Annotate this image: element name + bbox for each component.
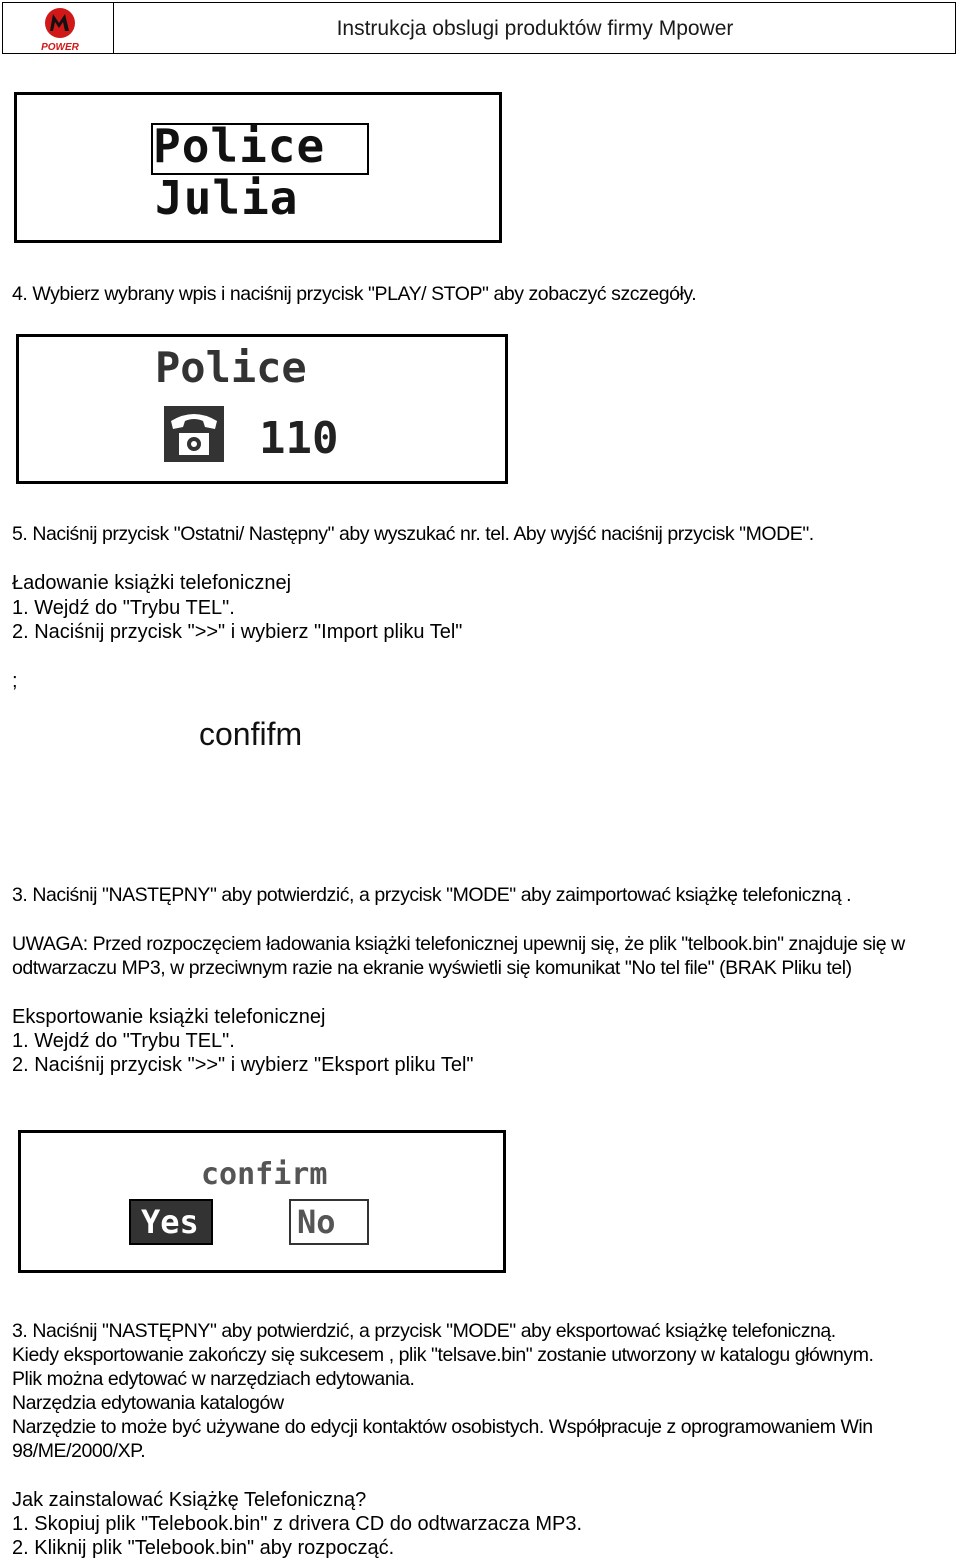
- export-heading: Eksportowanie książki telefonicznej: [12, 1006, 326, 1028]
- lcd-screen-confirm: [18, 1130, 506, 1273]
- page-header: [2, 2, 956, 54]
- export-line-b: Plik można edytować w narzędziach edytowania.: [12, 1368, 415, 1390]
- import-step-1: 1. Wejdź do "Trybu TEL".: [12, 597, 235, 619]
- export-line-a: Kiedy eksportowanie zakończy się sukcesem , plik "telsave.bin" zostanie utworzony w katalogu głównym.: [12, 1344, 874, 1366]
- install-step-1: 1. Skopiuj plik "Telebook.bin" z drivera CD do odtwarzacza MP3.: [12, 1513, 583, 1535]
- telephone-icon: [163, 405, 225, 463]
- tools-line-1: Narzędzie to może być używane do edycji kontaktów osobistych. Współpracuje z oprogramowaniem Win: [12, 1416, 873, 1438]
- tools-line-2: 98/ME/2000/XP.: [12, 1440, 146, 1462]
- lcd-yes-option: [129, 1199, 213, 1245]
- export-step-3: 3. Naciśnij "NASTĘPNY" aby potwierdzić, a przycisk "MODE" aby eksportować książkę telefoniczną.: [12, 1320, 836, 1342]
- lcd-confirm-title: confirm: [201, 1157, 328, 1192]
- lcd-no-option: [289, 1199, 369, 1245]
- export-step-2: 2. Naciśnij przycisk ">>" i wybierz "Eksport pliku Tel": [12, 1054, 474, 1076]
- import-heading: Ładowanie książki telefonicznej: [12, 572, 292, 594]
- step-5-text: 5. Naciśnij przycisk "Ostatni/ Następny" aby wyszukać nr. tel. Aby wyjść naciśnij przycisk "MODE".: [12, 523, 814, 545]
- lcd-yes-label: Yes: [141, 1203, 199, 1241]
- logo-text: POWER: [41, 42, 79, 53]
- semicolon-text: ;: [12, 670, 18, 692]
- import-note-line-2: odtwarzaczu MP3, w przeciwnym razie na ekranie wyświetli się komunikat "No tel file" (BRAK Pliku tel): [12, 957, 852, 979]
- lcd-phone-number: 110: [259, 413, 339, 464]
- lcd-line-police: Police: [155, 343, 307, 392]
- import-confirm-label: confifm: [199, 716, 303, 752]
- export-step-1: 1. Wejdź do "Trybu TEL".: [12, 1030, 235, 1052]
- step-4-text: 4. Wybierz wybrany wpis i naciśnij przycisk "PLAY/ STOP" aby zobaczyć szczegóły.: [12, 283, 697, 305]
- lcd-line-julia: Julia: [155, 171, 299, 225]
- install-step-2: 2. Kliknij plik "Telebook.bin" aby rozpocząć.: [12, 1537, 395, 1559]
- logo-cell: [3, 3, 114, 53]
- install-heading: Jak zainstalować Książkę Telefoniczną?: [12, 1489, 367, 1511]
- import-note-line-1: UWAGA: Przed rozpoczęciem ładowania książki telefonicznej upewnij się, że plik "telbook.bin" znajduje się w: [12, 933, 905, 955]
- page-title: Instrukcja obslugi produktów firmy Mpower: [336, 17, 734, 40]
- import-step-3: 3. Naciśnij "NASTĘPNY" aby potwierdzić, a przycisk "MODE" aby zaimportować książkę telefoniczną .: [12, 884, 852, 906]
- mpower-logo: [3, 3, 113, 53]
- lcd-screen-contact-list: [14, 92, 502, 243]
- lcd-no-label: No: [297, 1203, 336, 1241]
- lcd-screen-contact-detail: [16, 334, 508, 484]
- import-step-2: 2. Naciśnij przycisk ">>" i wybierz "Import pliku Tel": [12, 621, 463, 643]
- tools-heading: Narzędzia edytowania katalogów: [12, 1392, 284, 1414]
- lcd-line-police: Police: [153, 119, 326, 173]
